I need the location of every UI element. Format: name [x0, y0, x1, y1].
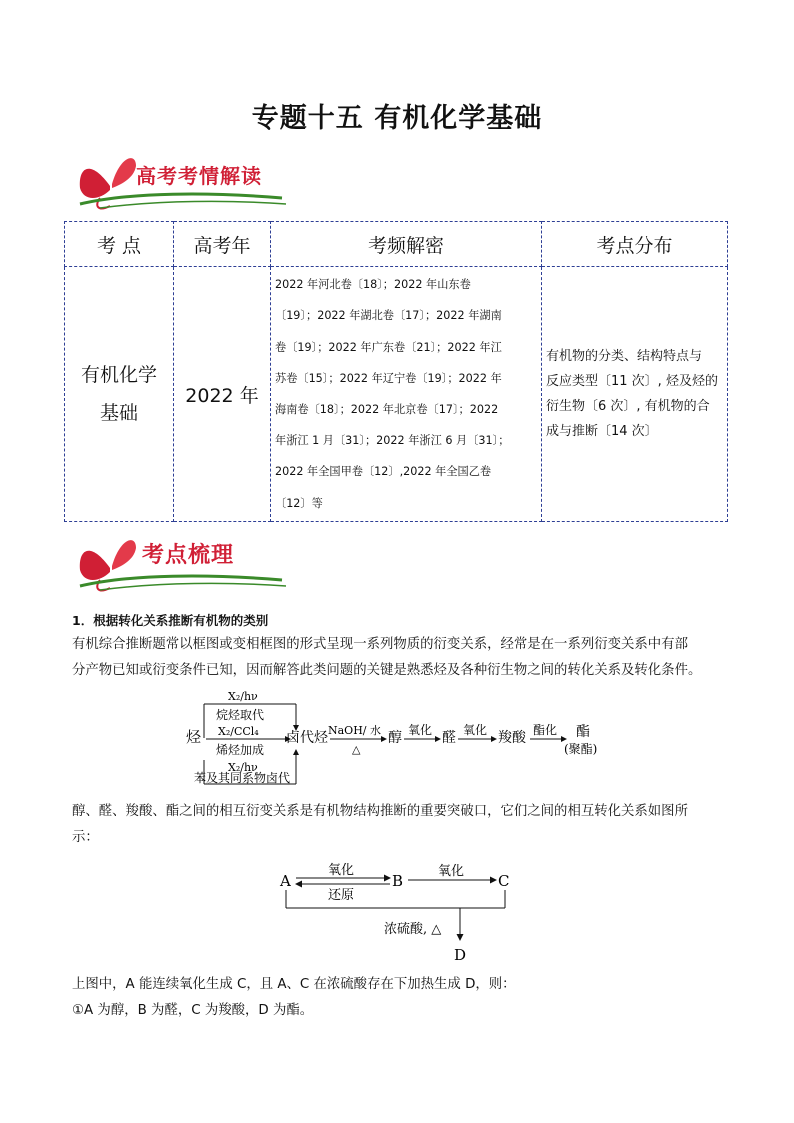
heat-cond: △ — [352, 743, 361, 756]
node-a: A — [280, 872, 291, 890]
banner-key-points — [70, 530, 300, 596]
freq-line: 2022 年全国甲卷〔12〕,2022 年全国乙卷 — [275, 465, 492, 479]
paragraph-relations — [72, 799, 732, 851]
dist-line: 反应类型〔11 次〕, 烃及烃的 — [546, 374, 718, 389]
banner-exam-analysis — [70, 148, 300, 214]
cell-topic — [65, 267, 174, 522]
cond1-top: X₂/hν — [228, 690, 258, 703]
topic-line1: 有机化学 — [80, 364, 157, 386]
header-distribution: 考点分布 — [542, 222, 728, 267]
cell-distribution — [542, 267, 728, 522]
h2so4-cond: 浓硫酸, △ — [384, 922, 442, 937]
oxid2-cond: 氧化 — [463, 723, 488, 737]
cond2-top: X₂/CCl₄ — [218, 725, 259, 738]
polyester-label: (聚酯) — [564, 742, 598, 756]
dist-line: 有机物的分类、结构特点与 — [546, 349, 703, 364]
point-1-text: A 为醇，B 为醛，C 为羧酸，D 为酯。 — [84, 1003, 314, 1018]
aldehyde-label: 醛 — [442, 730, 456, 746]
header-topic: 考 点 — [65, 222, 174, 267]
topic-line2: 基础 — [99, 402, 138, 424]
paragraph-line: 分产物已知或衍变条件已知，因而解答此类问题的关键是熟悉烃及各种衍生物之间的转化关系及转化条件。 — [72, 663, 702, 678]
circled-number-marker: ① — [72, 1003, 85, 1018]
freq-line: 海南卷〔18〕；2022 年北京卷〔17〕；2022 — [275, 403, 499, 416]
esterify-cond: 酯化 — [533, 723, 558, 737]
freq-line: 年浙江 1 月〔31〕；2022 年浙江 6 月〔31〕； — [275, 434, 510, 448]
freq-line: 苏卷〔15〕；2022 年辽宁卷〔19〕；2022 年 — [275, 371, 502, 385]
ab-reduction: 还原 — [328, 888, 355, 903]
acid-label: 羧酸 — [498, 730, 526, 746]
banner-exam-analysis-text: 高考考情解读 — [136, 164, 262, 188]
freq-line: 卷〔19〕；2022 年广东卷〔21〕；2022 年江 — [275, 340, 502, 354]
paragraph-line: 示： — [72, 830, 99, 845]
paragraph-line: 有机综合推断题常以框图或变相框图的形式呈现一系列物质的衍变关系，经常是在一系列衍变关系中有部 — [72, 637, 688, 652]
cell-year: 2022 年 — [174, 267, 271, 522]
point-1 — [72, 998, 732, 1024]
cond3-top: X₂/hν — [228, 761, 258, 774]
naoh-cond: NaOH/ 水 — [328, 724, 381, 737]
conversion-scheme-2 — [278, 856, 538, 966]
node-d: D — [454, 946, 467, 964]
bc-oxidation: 氧化 — [438, 864, 465, 879]
conversion-scheme-1 — [180, 686, 640, 786]
paragraph-line: 醇、醛、羧酸、酯之间的相互衍变关系是有机物结构推断的重要突破口，它们之间的相互转化关系如图所 — [72, 804, 688, 819]
section-heading: 1．根据转化关系推断有机物的类别 — [72, 613, 269, 628]
node-c: C — [498, 872, 510, 890]
dist-line: 成与推断〔14 次〕 — [546, 424, 658, 439]
exam-point-table — [64, 221, 728, 522]
paragraph-intro — [72, 632, 732, 684]
cond1-bottom: 烷烃取代 — [216, 708, 265, 722]
cond2-bottom: 烯烃加成 — [216, 743, 265, 757]
banner-key-points-text: 考点梳理 — [142, 542, 235, 568]
page-title: 专题十五 有机化学基础 — [251, 103, 543, 134]
ester-label: 酯 — [576, 724, 590, 740]
cell-frequency — [271, 267, 542, 522]
alcohol-label: 醇 — [388, 730, 402, 746]
header-frequency: 考频解密 — [271, 222, 542, 267]
hydrocarbon-label: 烃 — [186, 728, 202, 746]
dist-line: 衍生物〔6 次〕, 有机物的合 — [546, 399, 710, 414]
cond3-bottom: 苯及其同系物卤代 — [194, 771, 291, 785]
header-year: 高考年 — [174, 222, 271, 267]
freq-line: 〔12〕等 — [275, 496, 323, 510]
ab-oxidation: 氧化 — [328, 863, 355, 878]
freq-line: 2022 年河北卷〔18〕；2022 年山东卷 — [275, 278, 471, 292]
halide-label: 卤代烃 — [286, 730, 328, 746]
paragraph-inference: 上图中，A 能连续氧化生成 C，且 A、C 在浓硫酸存在下加热生成 D，则： — [72, 977, 516, 992]
oxid1-cond: 氧化 — [408, 723, 433, 737]
freq-line: 〔19〕；2022 年湖北卷〔17〕；2022 年湖南 — [275, 309, 502, 323]
node-b: B — [392, 872, 404, 890]
